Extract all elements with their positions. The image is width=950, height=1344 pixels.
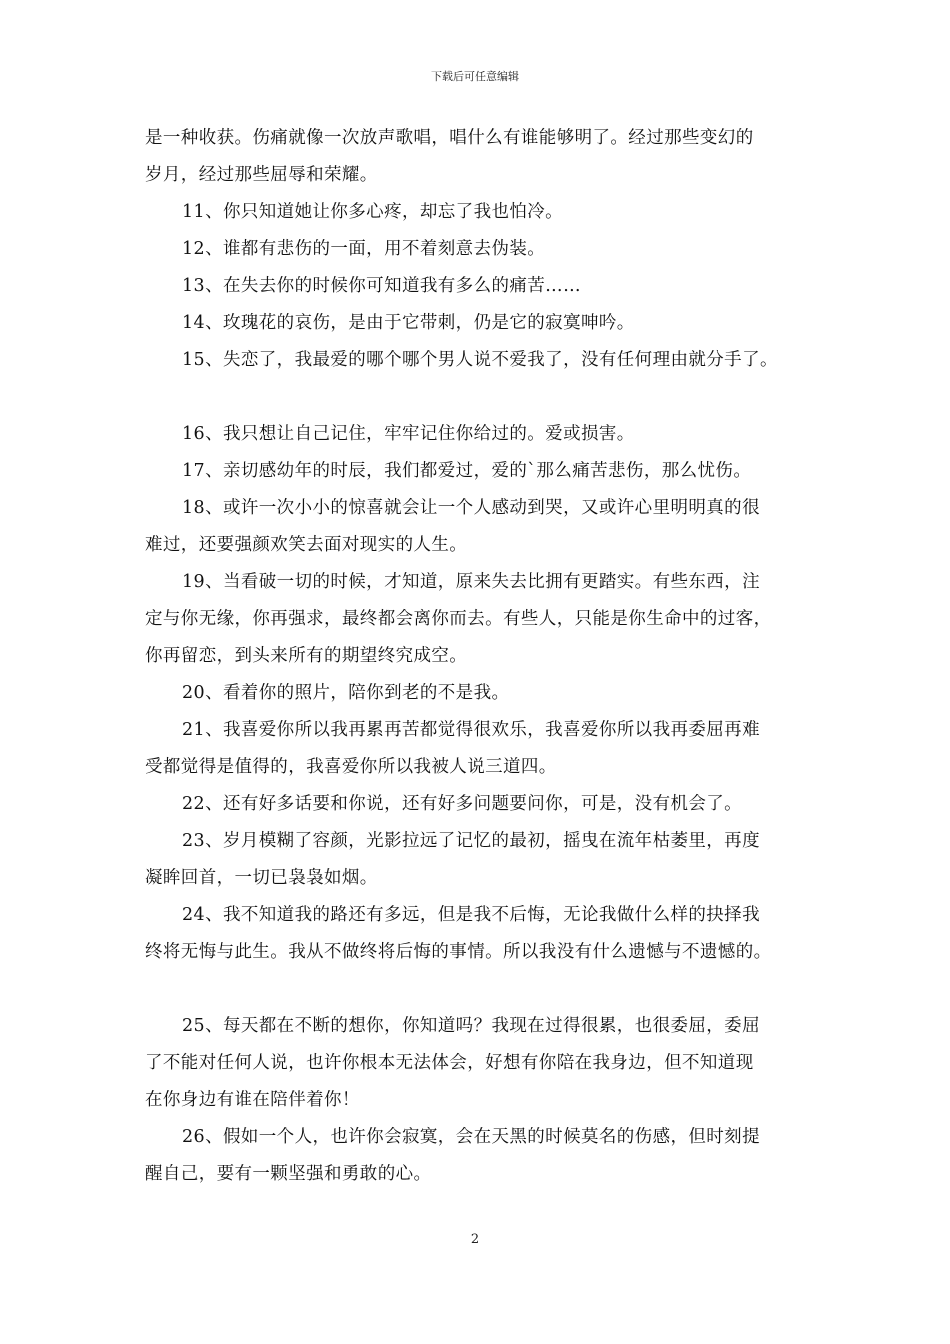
item-11: 11、你只知道她让你多心疼，却忘了我也怕冷。	[182, 202, 564, 222]
text-line: 受都觉得是值得的，我喜爱你所以我被人说三道四。	[145, 757, 557, 777]
item-25: 25、每天都在不断的想你，你知道吗？我现在过得很累，也很委屈，委屈	[182, 1016, 760, 1036]
item-23: 23、岁月模糊了容颜，光影拉远了记忆的最初，摇曳在流年枯萎里，再度	[182, 831, 760, 851]
item-18: 18、或许一次小小的惊喜就会让一个人感动到哭，又或许心里明明真的很	[182, 498, 760, 518]
item-14: 14、玫瑰花的哀伤，是由于它带刺，仍是它的寂寞呻吟。	[182, 313, 635, 333]
item-26: 26、假如一个人，也许你会寂寞，会在天黑的时候莫名的伤感，但时刻提	[182, 1127, 760, 1147]
item-13: 13、在失去你的时候你可知道我有多么的痛苦……	[182, 276, 581, 296]
page-header: 下载后可任意编辑	[431, 70, 519, 83]
text-line: 定与你无缘，你再强求，最终都会离你而去。有些人，只能是你生命中的过客，	[145, 609, 772, 629]
text-line: 了不能对任何人说，也许你根本无法体会，好想有你陪在我身边，但不知道现	[145, 1053, 754, 1073]
text-line: 醒自己，要有一颗坚强和勇敢的心。	[145, 1164, 432, 1184]
item-19: 19、当看破一切的时候，才知道，原来失去比拥有更踏实。有些东西，注	[182, 572, 760, 592]
text-line: 岁月，经过那些屈辱和荣耀。	[145, 165, 378, 185]
text-line: 终将无悔与此生。我从不做终将后悔的事情。所以我没有什么遗憾与不遗憾的。	[145, 942, 772, 962]
page-number: 2	[470, 1232, 480, 1247]
body-text	[145, 120, 825, 1193]
text-line: 在你身边有谁在陪伴着你！	[145, 1090, 360, 1110]
item-17: 17、亲切感幼年的时辰，我们都爱过，爱的`那么痛苦悲伤，那么忧伤。	[182, 461, 752, 481]
text-line: 是一种收获。伤痛就像一次放声歌唱，唱什么有谁能够明了。经过那些变幻的	[145, 128, 754, 148]
blank-line	[145, 971, 825, 1008]
item-20: 20、看着你的照片，陪你到老的不是我。	[182, 683, 510, 703]
item-21: 21、我喜爱你所以我再累再苦都觉得很欢乐，我喜爱你所以我再委屈再难	[182, 720, 760, 740]
item-12: 12、谁都有悲伤的一面，用不着刻意去伪装。	[182, 239, 546, 259]
text-line: 你再留恋，到头来所有的期望终究成空。	[145, 646, 468, 666]
text-line: 难过，还要强颜欢笑去面对现实的人生。	[145, 535, 468, 555]
item-24: 24、我不知道我的路还有多远，但是我不后悔，无论我做什么样的抉择我	[182, 905, 760, 925]
blank-line	[145, 379, 825, 416]
item-22: 22、还有好多话要和你说，还有好多问题要问你，可是，没有机会了。	[182, 794, 743, 814]
text-line: 凝眸回首，一切已袅袅如烟。	[145, 868, 378, 888]
item-16: 16、我只想让自己记住，牢牢记住你给过的。爱或损害。	[182, 424, 635, 444]
item-15: 15、失恋了，我最爱的哪个哪个男人说不爱我了，没有任何理由就分手了。	[182, 350, 778, 370]
